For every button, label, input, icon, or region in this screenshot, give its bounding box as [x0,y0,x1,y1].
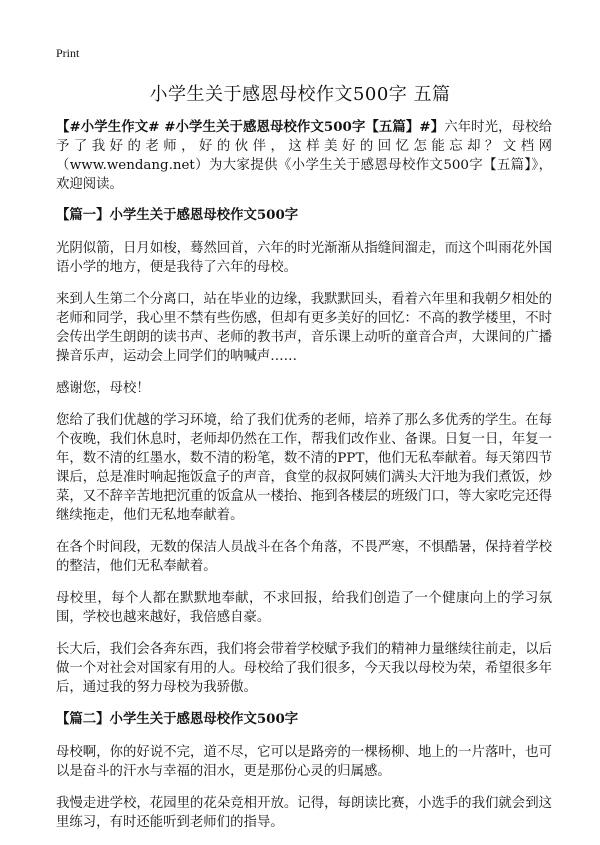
article-body [56,118,552,845]
page-title: 小学生关于感恩母校作文500字 五篇 [149,84,451,105]
intro-tags: 【#小学生作文# #小学生关于感恩母校作文500字【五篇】#】 [56,119,445,135]
intro-text: 六年时光，母校给予了我好的老师，好的伙伴，这样美好的回忆怎能忘却？文档网（www.wendang.net）为大家提供《小学生关于感恩母校作文500字【五篇】》，欢迎阅读。 [56,120,553,192]
paragraph: 光阴似箭，日月如梭，蓦然回首，六年的时光渐渐从指缝间溜走，而这个叫雨花外国语小学的地方，便是我待了六年的母校。 [56,241,552,275]
paragraph: 在各个时间段，无数的保洁人员战斗在各个角落，不畏严寒，不惧酷暑，保持着学校的整洁，他们无私奉献着。 [56,540,552,574]
print-link[interactable]: Print [56,46,80,60]
paragraph: 来到人生第二个分离口，站在毕业的边缘，我默默回头，看着六年里和我朝夕相处的老师和同学，我心里不禁有些伤感，但却有更多美好的回忆：不高的教学楼里，不时会传出学生朗朗的读书声、老师的教书声，音乐课上动听的童音合声，大课间的广播操音乐声，运动会上同学们的呐喊声…… [56,292,552,364]
paragraph: 母校里，每个人都在默默地奉献，不求回报，给我们创造了一个健康向上的学习氛围，学校也越来越好，我倍感自豪。 [56,591,552,625]
paragraph: 母校啊，你的好说不完，道不尽，它可以是路旁的一棵杨柳、地上的一片落叶，也可以是奋斗的汗水与幸福的泪水，更是那份心灵的归属感。 [56,745,552,779]
section-heading-1: 【篇一】小学生关于感恩母校作文500字 [56,207,299,223]
intro-paragraph [56,118,552,194]
paragraph: 长大后，我们会各奔东西，我们将会带着学校赋予我们的精神力量继续往前走，以后做一个对社会对国家有用的人。母校给了我们很多，今天我以母校为荣，希望很多年后，通过我的努力母校为我骄傲。 [56,642,552,695]
section-heading-2: 【篇二】小学生关于感恩母校作文500字 [56,711,299,727]
paragraph: 您给了我们优越的学习环境，给了我们优秀的老师，培养了那么多优秀的学生。在每个夜晚，我们休息时，老师却仍然在工作，帮我们改作业、备课。日复一日，年复一年，数不清的红墨水，数不清的粉笔，数不清的PPT，他们无私奉献着。每天第四节课后，总是准时响起拖饭盒子的声音，食堂的叔叔阿姨们满头大汗地为我们煮饭，炒菜，又不辞辛苦地把沉重的饭盒从一楼抬、拖到各楼层的班级门口，等大家吃完还得继续拖走，他们无私地奉献着。 [56,413,552,523]
paragraph: 感谢您，母校！ [56,381,150,396]
paragraph: 我慢走进学校，花园里的花朵竞相开放。记得，每朗读比赛，小选手的我们就会到这里练习，有时还能听到老师们的指导。 [56,796,552,830]
